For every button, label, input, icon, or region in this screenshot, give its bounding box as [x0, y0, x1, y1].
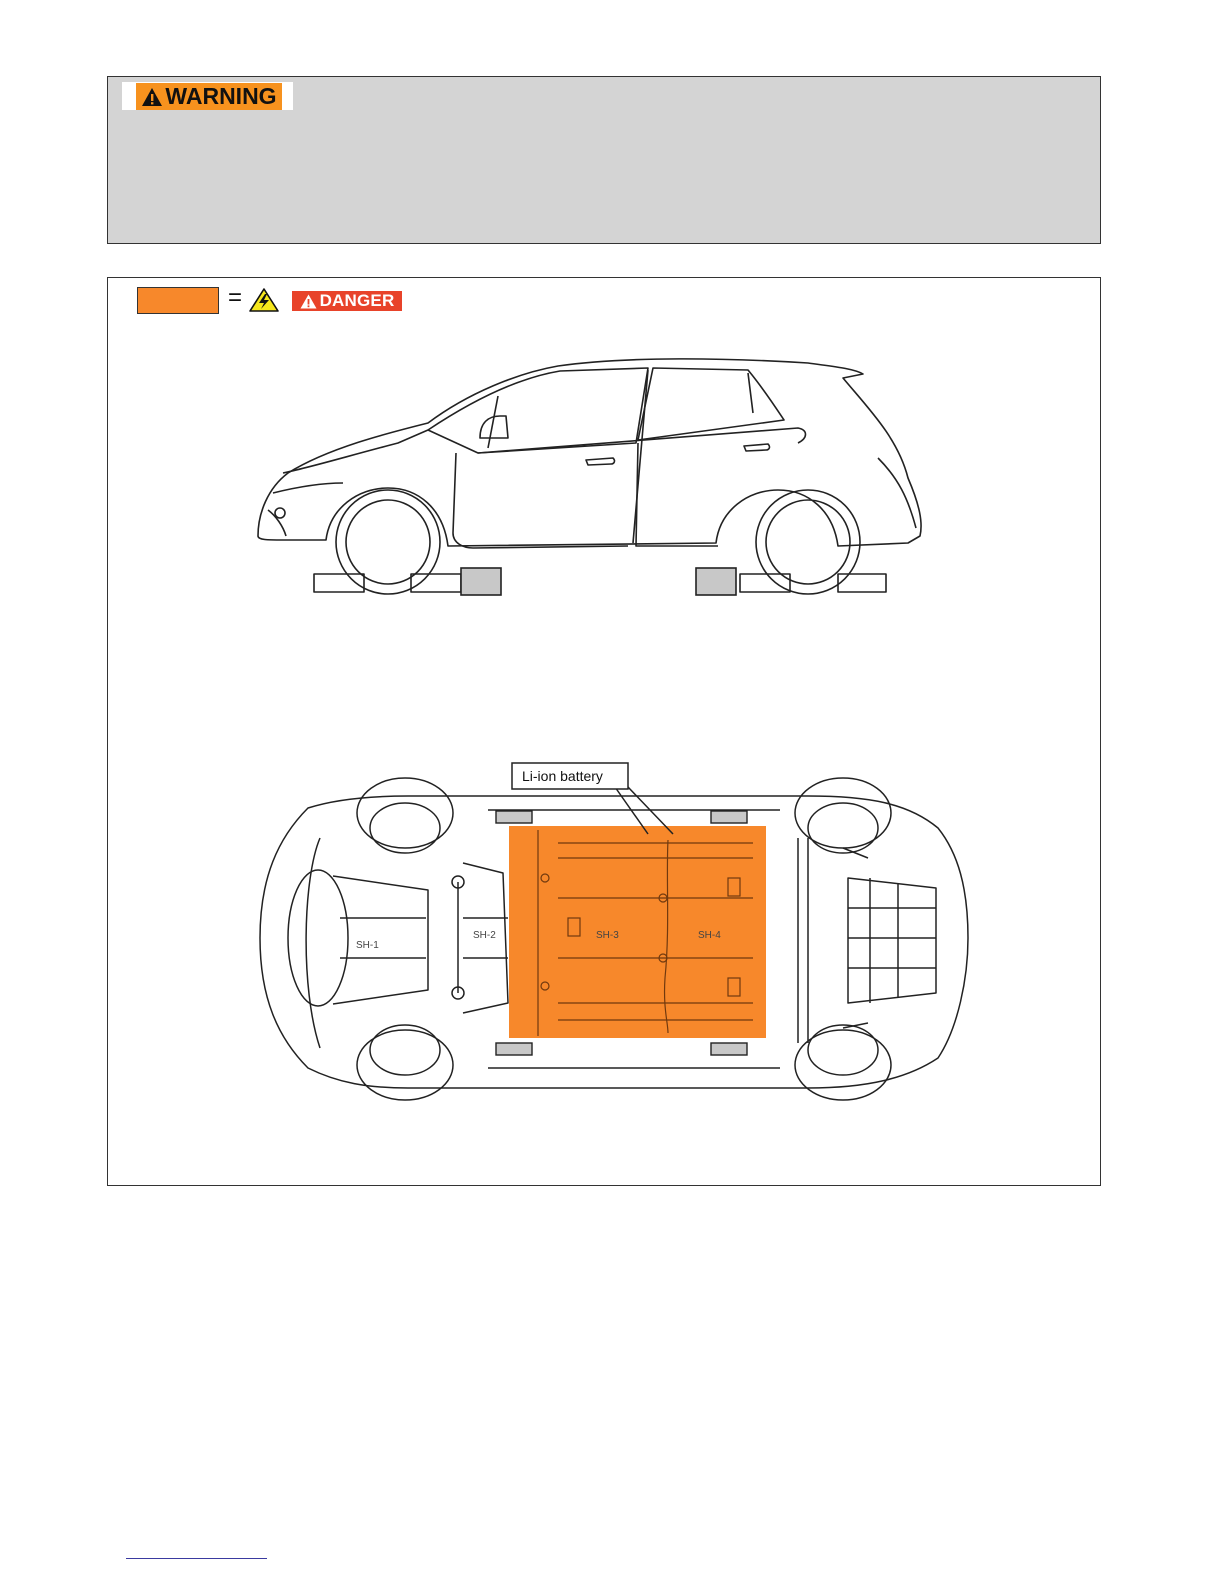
side-jack-point-front: [461, 568, 501, 595]
side-view-car: [258, 359, 921, 594]
vehicle-diagram-panel: [107, 277, 1101, 1186]
undercarriage-mark-sh4: SH-4: [698, 930, 721, 941]
under-jack-point-rear-left: [711, 811, 747, 823]
warning-triangle-icon: [141, 87, 163, 107]
footer-link-underline: [126, 1558, 267, 1559]
warning-label: [136, 83, 282, 110]
undercarriage-mark-sh1: SH-1: [356, 940, 379, 951]
danger-label-text: DANGER: [319, 291, 395, 310]
warning-label-text: WARNING: [165, 83, 277, 109]
warning-panel: [107, 76, 1101, 244]
side-jack-point-rear: [696, 568, 736, 595]
battery-callout-label: Li-ion battery: [522, 768, 603, 784]
under-jack-point-front-right: [496, 1043, 532, 1055]
legend-equals: =: [228, 284, 243, 311]
vehicle-illustrations: [108, 278, 1102, 1187]
li-ion-battery-area: [509, 826, 766, 1038]
under-jack-point-front-left: [496, 811, 532, 823]
under-jack-point-rear-right: [711, 1043, 747, 1055]
undercarriage-mark-sh3: SH-3: [596, 930, 619, 941]
undercarriage-mark-sh2: SH-2: [473, 930, 496, 941]
battery-callout: [512, 763, 673, 834]
